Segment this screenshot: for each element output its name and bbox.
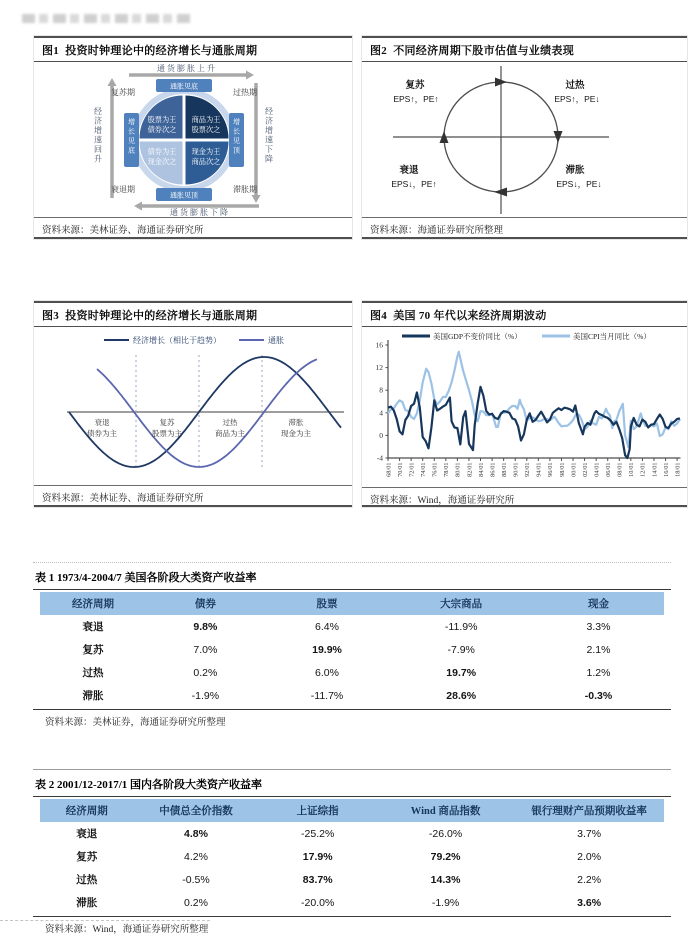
page-bottom-rule [0,920,210,921]
column-header: 上证综指 [258,799,377,822]
legend-growth-label: 经济增长（相比于趋势） [133,336,221,345]
quad-overheat-line2: 股票次之 [191,126,221,134]
table-row [40,822,664,845]
table-2-title: 表 2 2001/12-2017/1 国内各阶段大类资产收益率 [33,772,671,797]
figure-1-panel [33,35,353,240]
fig4-legend [402,331,651,341]
inflation-peak-label: 通胀见顶 [170,191,198,200]
value-cell: -1.9% [191,689,220,702]
x-tick-labels [385,458,681,477]
y-tick-label: 16 [375,340,383,350]
figure-3-title: 图3 投资时钟理论中的经济增长与通胀周期 [34,303,352,327]
phase2-asset: 股票为主 [152,429,182,438]
x-tick-label: 70/01 [396,462,404,477]
value-cell: -11.7% [310,689,344,702]
row-label: 过热 [82,668,104,679]
table-row [40,891,664,914]
column-header: 股票 [265,592,390,615]
value-cell: 9.8% [193,620,218,633]
phase3-label: 过热 [222,418,238,427]
quad-stagflation-line1: 现金为王 [191,148,221,156]
row-label: 过热 [76,875,98,886]
column-header: 经济周期 [40,592,146,615]
stagflation-label: 滞胀 [565,166,585,176]
overheat-metrics: EPS↑，PE↓ [554,94,600,104]
figure-2-source: 资料来源：海通证券研究所整理 [362,217,687,240]
y-tick-labels [376,341,389,463]
gdp-series-line [388,387,680,458]
table-row [40,661,664,684]
table-row [40,638,664,661]
value-cell: 2.0% [577,850,602,863]
table-1-title: 表 1 1973/4-2004/7 美国各阶段大类资产收益率 [33,565,671,590]
value-cell: 4.2% [184,850,208,863]
value-cell: -7.9% [447,643,475,656]
y-tick-label: 12 [375,363,383,373]
table-2-source: 资料来源：Wind，海通证券研究所整理 [33,916,671,940]
column-header: Wind 商品指数 [377,799,514,822]
figure-2-panel [361,35,688,240]
figure-2-diagram [362,62,687,217]
y-tick-label: 8 [379,385,383,395]
column-header: 债券 [146,592,265,615]
table-row [40,615,664,638]
column-header: 现金 [533,592,664,615]
value-cell: -0.3% [584,689,613,702]
x-tick-label: 12/01 [639,462,647,477]
y-tick-label: 4 [379,408,383,418]
figure-3-frame [34,301,352,507]
phase4-asset: 现金为主 [281,429,311,438]
y-tick-label: 0 [379,430,383,440]
phase-recession-label: 衰退期 [111,185,135,194]
x-tick-label: 82/01 [466,462,474,477]
value-cell: -0.5% [182,873,210,886]
growth-bottom-label: 增长见底 [128,118,135,155]
value-cell: 7.0% [193,643,218,656]
x-tick-label: 98/01 [558,462,566,477]
row-label: 复苏 [76,852,98,863]
phase-stagflation-label: 滞胀期 [233,185,257,194]
recession-label: 衰退 [399,166,419,176]
value-cell: 3.7% [577,827,602,840]
inflation-bottom-label: 通胀见底 [170,82,198,91]
inflation-curve [94,359,317,467]
x-tick-label: 92/01 [524,462,532,477]
value-cell: 0.2% [184,896,208,909]
figure-3-source: 资料来源：美林证券、海通证券研究所 [34,485,352,508]
x-tick-label: 14/01 [651,462,659,477]
inflation-up-label: 通货膨胀上升 [157,64,217,73]
legend-cpi-label: 美国CPI当月同比（%） [573,332,651,341]
x-tick-label: 72/01 [408,462,416,477]
column-header: 大宗商品 [389,592,533,615]
table-row [40,684,664,707]
table-1-source: 资料来源：美林证券，海通证券研究所整理 [33,709,671,733]
recovery-label: 复苏 [405,81,425,91]
value-cell: 6.0% [315,666,339,679]
faded-header-text [22,14,190,23]
x-tick-label: 08/01 [616,462,624,477]
growth-recover-label: 经济增速回升 [94,107,102,164]
value-cell: 14.3% [430,873,461,886]
value-cell: -11.9% [444,620,478,633]
figure-1-diagram [34,62,352,217]
x-tick-label: 88/01 [500,462,508,477]
recovery-metrics: EPS↑，PE↑ [393,94,439,104]
phase-overheat-label: 过热期 [233,88,257,97]
x-tick-label: 18/01 [674,462,682,477]
overheat-label: 过热 [565,81,585,91]
value-cell: 2.2% [577,873,602,886]
x-tick-label: 10/01 [628,462,636,477]
data-series [388,352,680,458]
phase3-asset: 商品为主 [215,429,245,438]
row-label: 复苏 [82,645,104,656]
x-tick-label: 74/01 [419,462,427,477]
row-label: 滞胀 [76,898,98,909]
value-cell: 4.8% [184,827,208,840]
clock-ring [135,91,233,189]
phase4-label: 滞胀 [288,418,304,427]
table-2-panel [33,769,671,940]
row-label: 衰退 [76,829,98,840]
phase1-label: 衰退 [94,418,110,427]
value-cell: 83.7% [302,873,333,886]
value-cell: 3.3% [586,620,611,633]
x-tick-label: 84/01 [477,462,485,477]
value-cell: -20.0% [301,896,335,909]
row-label: 滞胀 [82,691,104,702]
value-cell: 19.9% [312,643,342,656]
quad-recession-line2: 现金次之 [147,158,177,166]
value-cell: 79.2% [430,850,461,863]
table-1-panel [33,562,671,733]
table-row [40,845,664,868]
quad-recession-line1: 债券为王 [147,148,177,156]
figure-2-title: 图2 不同经济周期下股市估值与业绩表现 [362,38,687,62]
x-tick-label: 80/01 [454,462,462,477]
value-cell: -25.2% [301,827,335,840]
figure-3-chart [34,327,352,485]
phase1-asset: 债券为主 [87,429,117,438]
us-cycle-line-chart [362,327,687,487]
growth-decline-label: 经济增速下降 [265,107,273,164]
figure-4-frame [362,301,687,507]
value-cell: -1.9% [431,896,460,909]
column-header: 银行理财产品预期收益率 [514,799,664,822]
x-tick-label: 94/01 [535,462,543,477]
value-cell: 28.6% [446,689,477,702]
table-2 [40,799,664,914]
quad-stagflation-line2: 商品次之 [191,158,221,166]
sine-cycle-chart [34,327,352,485]
value-cell: 19.7% [446,666,477,679]
x-tick-label: 04/01 [593,462,601,477]
recession-metrics: EPS↓，PE↑ [391,179,437,189]
x-tick-label: 02/01 [581,462,589,477]
quad-recovery-line1: 股票为王 [147,116,177,124]
value-cell: 6.4% [315,620,339,633]
legend-inflation-label: 通胀 [268,336,284,345]
phase-recovery-label: 复苏期 [111,88,135,97]
x-tick-label: 78/01 [443,462,451,477]
figure-3-panel [33,300,353,508]
x-tick-label: 76/01 [431,462,439,477]
row-label: 衰退 [82,622,104,633]
table-row [40,868,664,891]
value-cell: 1.2% [586,666,611,679]
value-cell: 2.1% [586,643,611,656]
figure-1-frame [34,36,352,239]
cycle-circle-diagram [362,62,687,217]
x-tick-label: 06/01 [605,462,613,477]
value-cell: 0.2% [193,666,218,679]
x-tick-label: 96/01 [547,462,555,477]
x-tick-label: 16/01 [662,462,670,477]
figure-1-source: 资料来源：美林证券、海通证券研究所 [34,217,352,240]
figure-4-title: 图4 美国 70 年代以来经济周期波动 [362,303,687,327]
column-header: 中债总全价指数 [134,799,259,822]
phase2-label: 复苏 [159,418,175,427]
x-tick-label: 68/01 [385,462,393,477]
figure-4-source: 资料来源：Wind，海通证券研究所 [362,487,687,510]
inflation-down-label: 通货膨胀下降 [170,208,230,217]
value-cell: -26.0% [428,827,463,840]
fig3-legend [104,335,284,345]
value-cell: 3.6% [577,896,602,909]
x-tick-label: 90/01 [512,462,520,477]
figure-4-chart [362,327,687,487]
figure-1-title: 图1 投资时钟理论中的经济增长与通胀周期 [34,38,352,62]
cpi-series-line [388,352,680,448]
x-tick-label: 00/01 [570,462,578,477]
figure-4-panel [361,300,688,508]
value-cell: 17.9% [302,850,333,863]
x-tick-label: 86/01 [489,462,497,477]
axes [388,340,681,458]
table-1 [40,592,664,707]
legend-gdp-label: 美国GDP不变价同比（%） [433,332,522,341]
column-header: 经济周期 [40,799,134,822]
growth-peak-label: 增长见顶 [233,118,240,155]
stagflation-metrics: EPS↓，PE↓ [556,179,602,189]
y-tick-label: -4 [376,453,383,463]
quad-overheat-line1: 商品为王 [191,116,221,124]
figure-2-frame [362,36,687,239]
investment-clock-diagram [34,62,352,217]
quad-recovery-line2: 债券次之 [147,126,177,134]
